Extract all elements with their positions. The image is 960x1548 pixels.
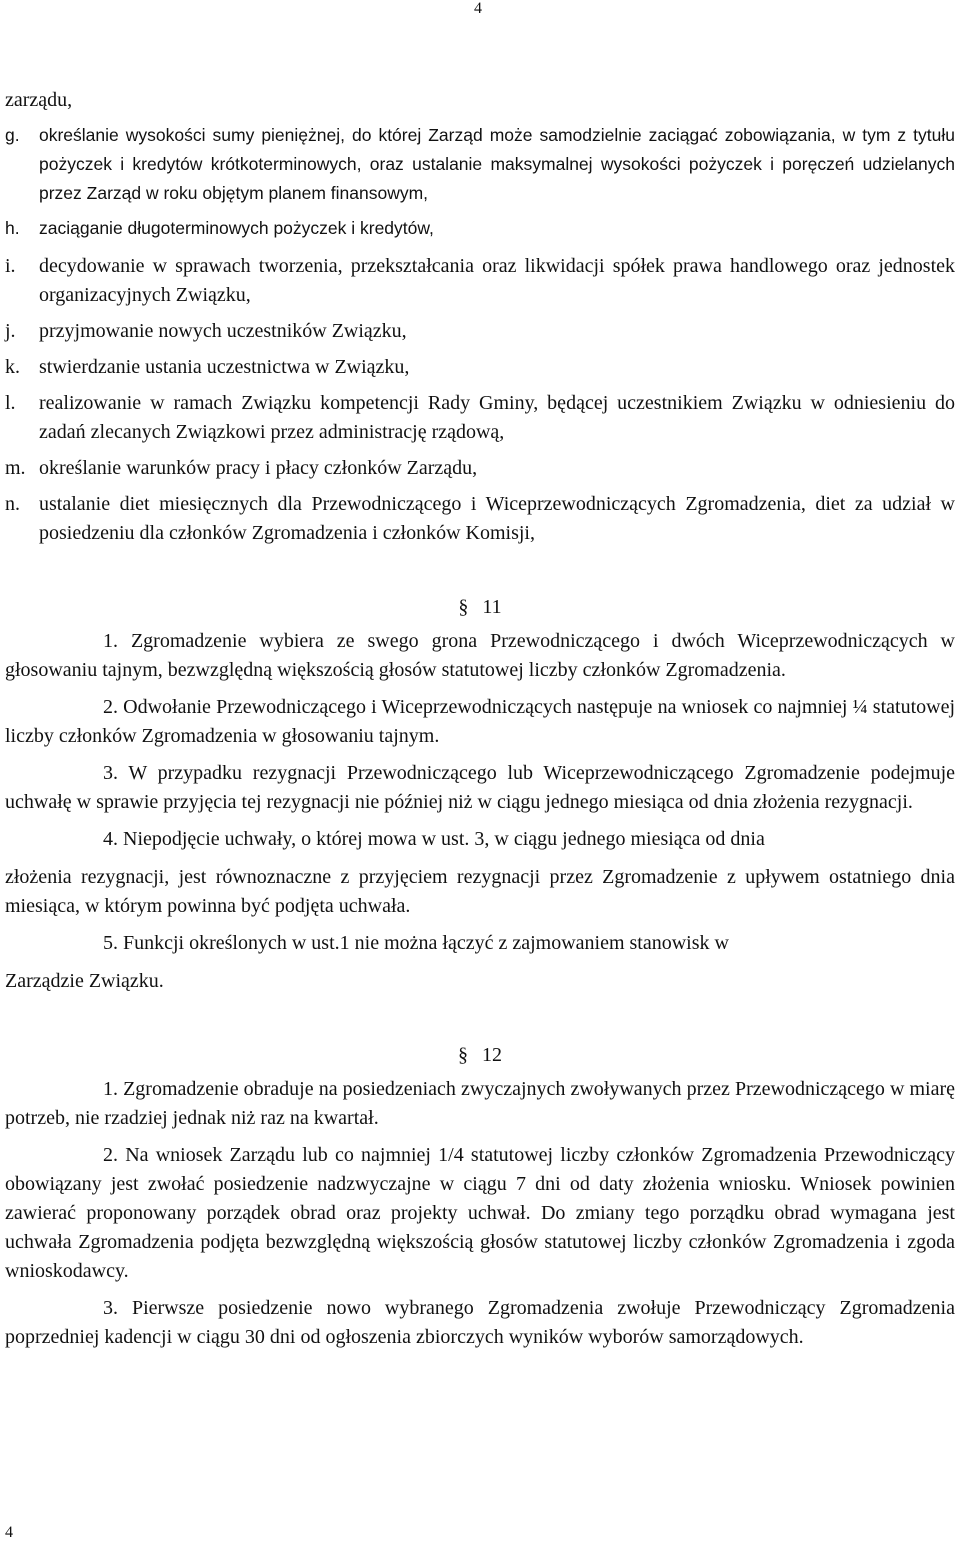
list-text: przyjmowanie nowych uczestników Związku, [39, 320, 407, 342]
section-12-paragraph-1 [5, 1075, 955, 1133]
section-11-paragraph-4-cont [5, 863, 955, 921]
list-text: zaciąganie długoterminowych pożyczek i kredytów, [39, 218, 434, 238]
list-item-k [5, 353, 955, 382]
list-item-l [5, 389, 955, 447]
list-item-m [5, 454, 955, 483]
paragraph-text: Zgromadzenie obraduje na posiedzeniach zwyczajnych zwoływanych przez Przewodniczącego w miarę potrzeb, nie rzadziej jednak niż raz na kwartał. [5, 1078, 955, 1129]
list-item-i [5, 252, 955, 310]
list-item-h [5, 214, 955, 243]
list-label: j. [5, 320, 16, 342]
paragraph-text: Zarządzie Związku. [5, 970, 164, 992]
section-number: 12 [482, 1044, 502, 1066]
paragraph-text: Funkcji określonych w ust.1 nie można łączyć z zajmowaniem stanowisk w [123, 932, 729, 954]
list-label: h. [5, 218, 20, 238]
section-12-heading [5, 1041, 955, 1070]
list-item-n [5, 490, 955, 548]
section-12-paragraph-3 [5, 1294, 955, 1352]
page-number-bottom: 4 [5, 1524, 13, 1541]
section-11-paragraph-2 [5, 693, 955, 751]
list-text: określanie wysokości sumy pieniężnej, do której Zarząd może samodzielnie zaciągać zobowiązania, w tym z tytułu pożyczek i kredytów krótkoterminowych, oraz ustalanie maksymalnej wysokości pożyczek i poręczeń udzielanych przez Zarząd w roku objętym planem finansowym, [39, 125, 955, 203]
section-sign-icon: § [458, 1044, 468, 1066]
list-label: g. [5, 125, 20, 145]
section-11-paragraph-3 [5, 759, 955, 817]
paragraph-text: złożenia rezygnacji, jest równoznaczne z przyjęciem rezygnacji przez Zgromadzenie z upływem ostatniego dnia miesiąca, w którym powinna być podjęta uchwała. [5, 866, 955, 917]
paragraph-number: 1. [103, 630, 118, 652]
section-12-paragraph-2 [5, 1141, 955, 1286]
list-label: l. [5, 392, 16, 414]
section-11-paragraph-5-cont [5, 967, 955, 996]
paragraph-number: 1. [103, 1078, 118, 1100]
section-11-heading [5, 593, 955, 622]
section-number: 11 [482, 596, 502, 618]
list-label: k. [5, 356, 20, 378]
paragraph-text: Zgromadzenie wybiera ze swego grona Przewodniczącego i dwóch Wiceprzewodniczących w głosowaniu tajnym, bezwzględną większością głosów statutowej liczby członków Zgromadzenia. [5, 630, 956, 681]
paragraph-text: Pierwsze posiedzenie nowo wybranego Zgromadzenia zwołuje Przewodniczący Zgromadzenia poprzedniej kadencji w ciągu 30 dni od ogłoszenia zbiorczych wyników wyborów samorządowych. [5, 1297, 955, 1348]
paragraph-number: 3. [103, 762, 118, 784]
paragraph-number: 2. [103, 1144, 118, 1166]
paragraph-text: Odwołanie Przewodniczącego i Wiceprzewodniczących następuje na wniosek co najmniej ¼ statutowej liczby członków Zgromadzenia w głosowaniu tajnym. [5, 696, 956, 747]
section-11-paragraph-1 [5, 627, 955, 685]
section-11-paragraph-4 [5, 825, 955, 854]
section-11-paragraph-5 [5, 929, 955, 958]
list-text: ustalanie diet miesięcznych dla Przewodniczącego i Wiceprzewodniczących Zgromadzenia, diet za udział w posiedzeniu dla członków Zgromadzenia i członków Komisji, [39, 493, 955, 544]
list-label: m. [5, 457, 26, 479]
list-text: decydowanie w sprawach tworzenia, przekształcania oraz likwidacji spółek prawa handlowego oraz jednostek organizacyjnych Związku, [39, 255, 955, 306]
list-text: realizowanie w ramach Związku kompetencji Rady Gminy, będącej uczestnikiem Związku w odniesieniu do zadań zlecanych Związkowi przez administrację rządową, [39, 392, 955, 443]
paragraph-text: Na wniosek Zarządu lub co najmniej 1/4 statutowej liczby członków Zgromadzenia Przewodniczący obowiązany jest zwołać posiedzenie nadzwyczajne w ciągu 7 dni od daty złożenia wniosku. Wniosek powinien zawierać proponowany porządek obrad oraz projekty uchwał. Do zmiany tego porządku obrad wymagana jest uchwała Zgromadzenia podjęta bezwzględną większością głosów statutowej liczby członków Zgromadzenia i zgoda wnioskodawcy. [5, 1144, 955, 1282]
paragraph-number: 5. [103, 932, 118, 954]
list-text: stwierdzanie ustania uczestnictwa w Związku, [39, 356, 410, 378]
continuation-text: zarządu, [5, 89, 73, 111]
list-label: i. [5, 255, 16, 277]
paragraph-text: Niepodjęcie uchwały, o której mowa w ust. 3, w ciągu jednego miesiąca od dnia [123, 828, 765, 850]
list-text: określanie warunków pracy i płacy członków Zarządu, [39, 457, 478, 479]
paragraph-number: 3. [103, 1297, 118, 1319]
paragraph-text: W przypadku rezygnacji Przewodniczącego lub Wiceprzewodniczącego Zgromadzenie podejmuje uchwałę w sprawie przyjęcia tej rezygnacji nie później niż w ciągu jednego miesiąca od dnia złożenia rezygnacji. [5, 762, 956, 813]
list-label: n. [5, 493, 20, 515]
section-sign-icon: § [458, 596, 469, 618]
list-item-j [5, 317, 955, 346]
paragraph-number: 2. [103, 696, 118, 718]
page-number-top: 4 [474, 0, 482, 17]
document-body [5, 86, 955, 1352]
list-item-g [5, 121, 955, 208]
paragraph-number: 4. [103, 828, 118, 850]
